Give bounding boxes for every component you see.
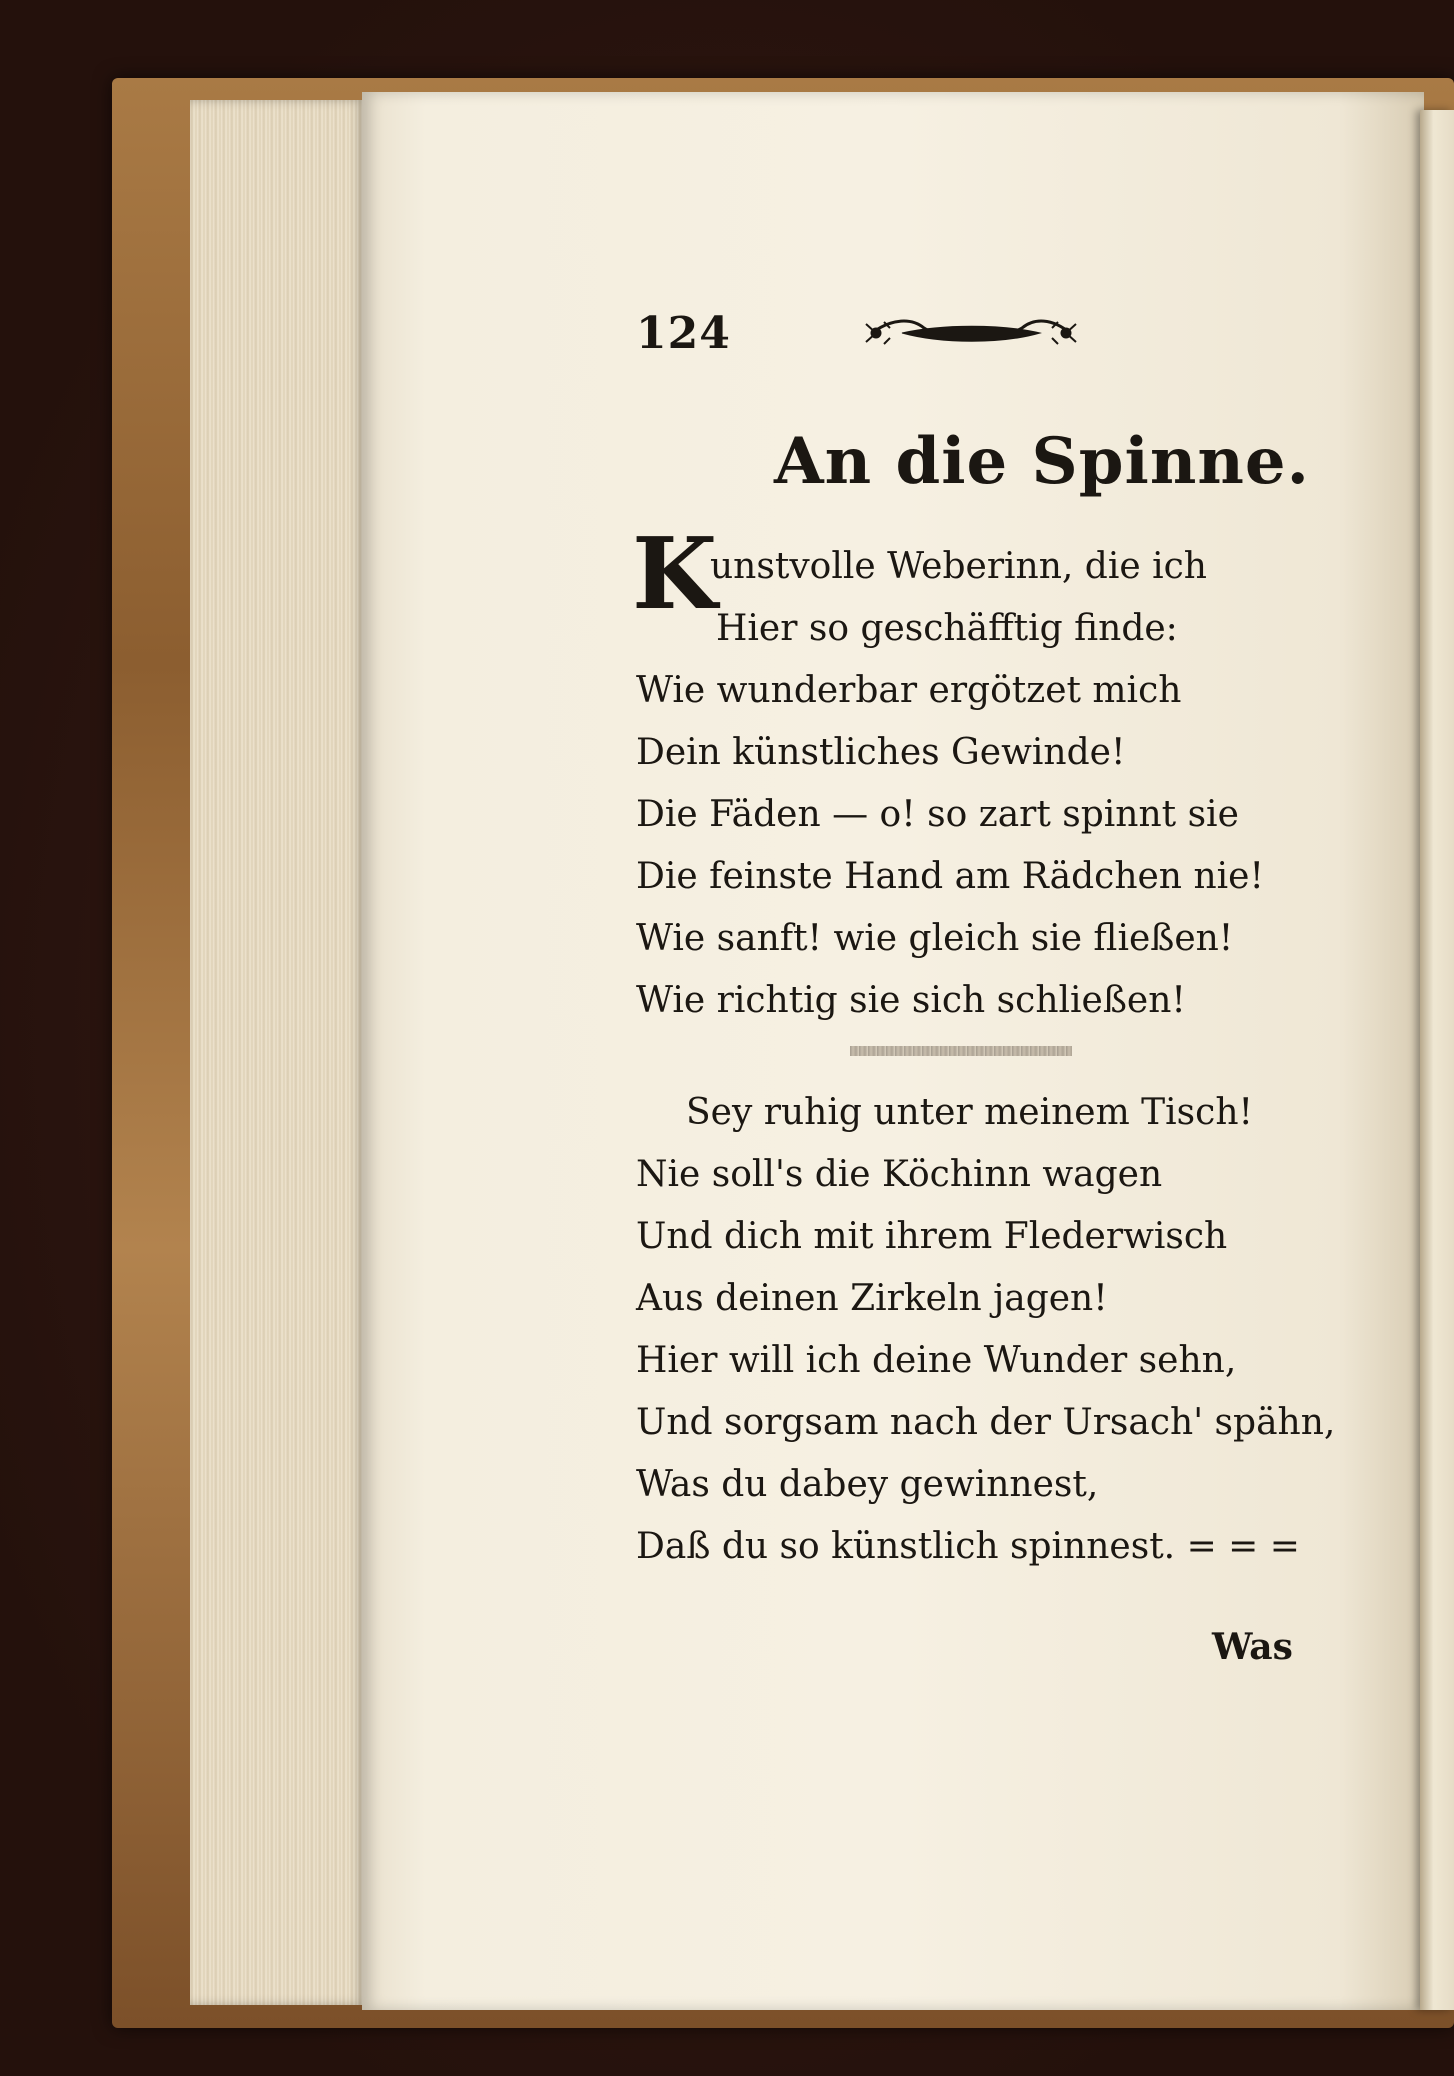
verse-line: Hier so geschäfftig finde: (716, 608, 1178, 649)
verse-line-text: unstvolle Weberinn, die ich (710, 546, 1207, 587)
verse-line: Die Fäden — o! so zart spinnt sie (636, 794, 1239, 835)
verse-line: Dein künstliches Gewinde! (636, 732, 1126, 773)
page-block-edge (190, 100, 365, 2005)
verse-line: Aus deinen Zirkeln jagen! (636, 1278, 1108, 1319)
stanza-divider (850, 1046, 1072, 1056)
verse-line: Daß du so künstlich spinnest. = = = (636, 1526, 1300, 1567)
stanza-1 (632, 517, 1264, 1032)
verse-line: Wie wunderbar ergötzet mich (636, 670, 1182, 711)
catchword: Was (1212, 1626, 1293, 1668)
verse-line: Nie soll's die Köchinn wagen (636, 1154, 1163, 1195)
fleuron-ornament-icon (862, 310, 1080, 356)
verse-line: Die feinste Hand am Rädchen nie! (636, 856, 1264, 897)
verse-line: Und sorgsam nach der Ursach' spähn, (636, 1402, 1336, 1443)
facing-page-edge (1420, 110, 1454, 2010)
verse-line: Hier will ich deine Wunder sehn, (636, 1340, 1237, 1381)
verse-line: Wie sanft! wie gleich sie fließen! (636, 918, 1234, 959)
verse-line: Und dich mit ihrem Flederwisch (636, 1216, 1228, 1257)
verse-line: Wie richtig sie sich schließen! (636, 980, 1186, 1021)
page-number: 124 (636, 308, 731, 359)
stanza-2 (636, 1082, 1335, 1578)
verse-line: Sey ruhig unter meinem Tisch! (686, 1092, 1253, 1133)
poem-title: An die Spinne. (774, 424, 1310, 499)
verse-line: Was du dabey gewinnest, (636, 1464, 1099, 1505)
drop-capital: K (632, 517, 718, 632)
